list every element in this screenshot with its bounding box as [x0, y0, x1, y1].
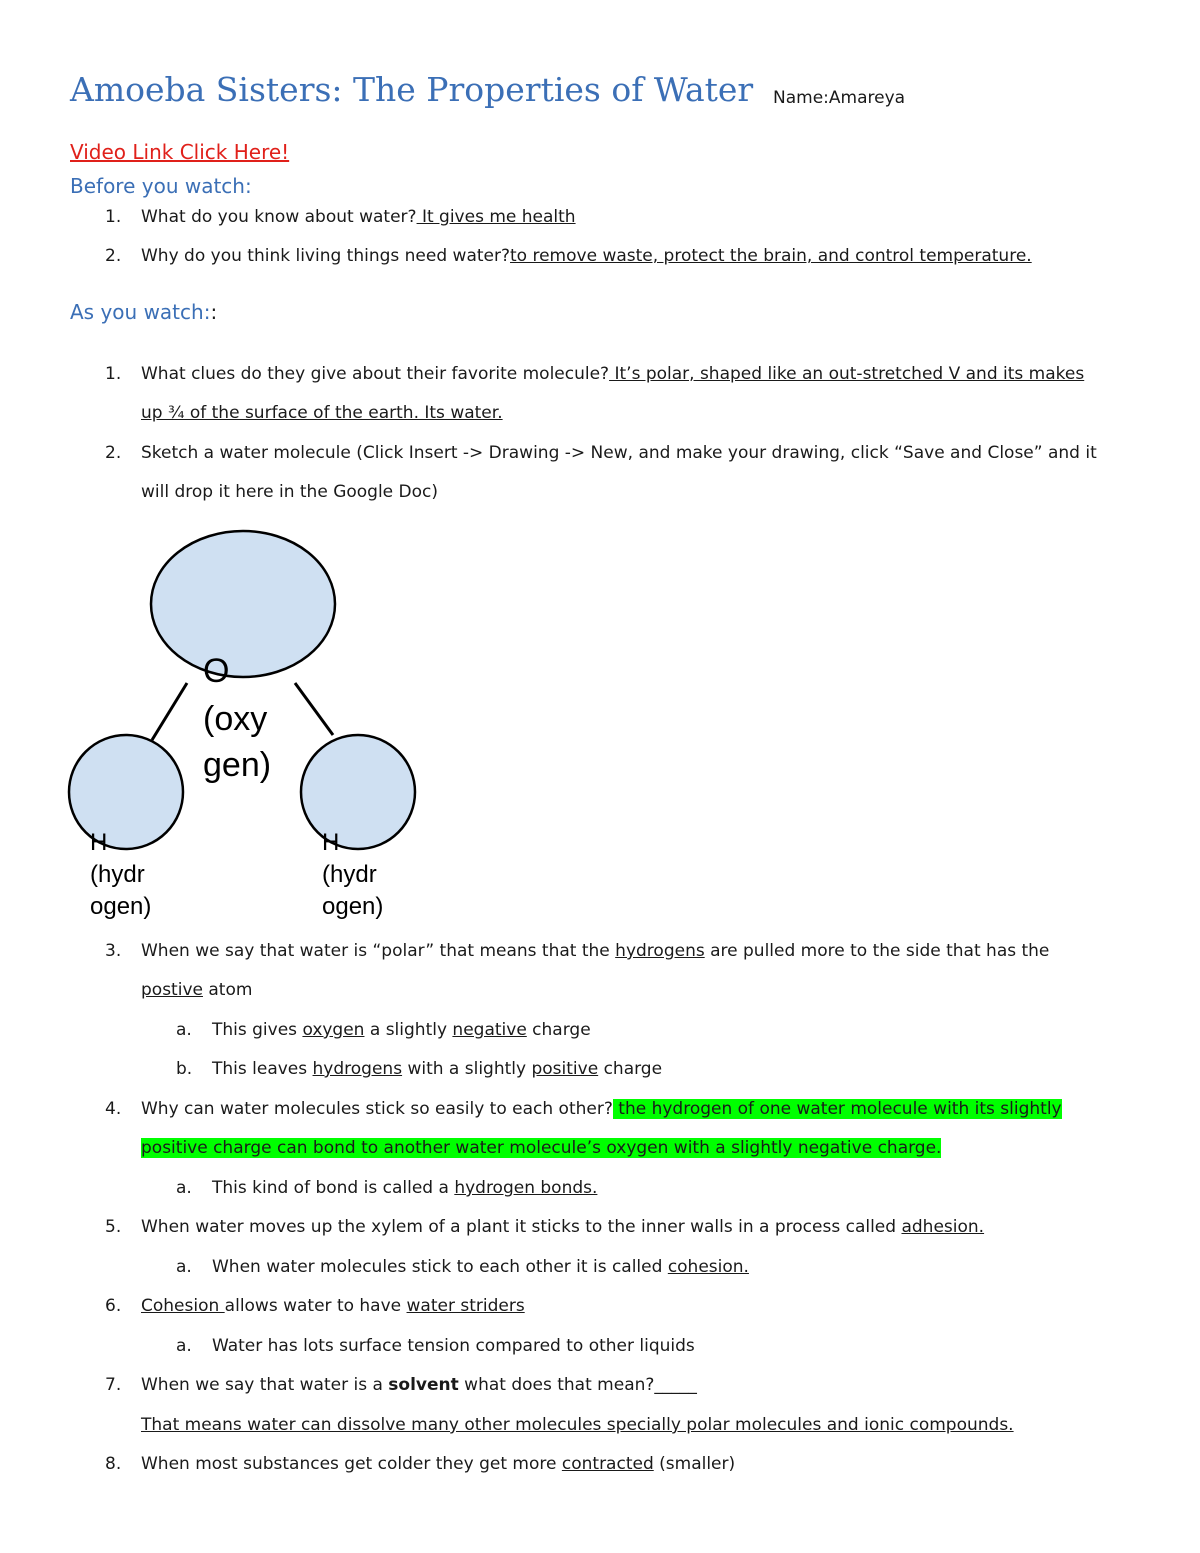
question-8 — [141, 1453, 735, 1475]
question-2-line-1: Sketch a water molecule (Click Insert -> Drawing -> New, and make your drawing, click “Save and Close” and it — [141, 443, 1097, 463]
list-number: 6. — [105, 1296, 122, 1316]
answer-text: hydrogen bonds. — [454, 1178, 598, 1198]
answer-text: negative — [452, 1020, 527, 1040]
question-text: atom — [202, 980, 253, 1000]
question-text: This leaves — [212, 1059, 313, 1079]
sub-letter: a. — [176, 1257, 192, 1277]
list-number: 8. — [105, 1454, 122, 1474]
list-number: 7. — [105, 1375, 122, 1395]
question-text: with a slightly — [402, 1059, 532, 1079]
list-number: 2. — [105, 246, 122, 266]
hydrogen-label-right-1: (hydr — [322, 861, 377, 888]
hydrogen-atom-right — [301, 735, 415, 849]
question-text: When we say that water is a — [141, 1375, 389, 1395]
question-text: allows water to have — [224, 1296, 407, 1316]
question-text: What do you know about water? — [141, 207, 417, 227]
heading-colon: : — [210, 300, 218, 324]
answer-text: That means water can dissolve many other molecules specially polar molecules and ionic compounds. — [141, 1415, 1014, 1435]
question-6 — [141, 1295, 525, 1317]
answer-text-continued: up ¾ of the surface of the earth. Its water. — [141, 403, 503, 423]
hydrogen-atom-left — [69, 735, 183, 849]
answer-text: water striders — [406, 1296, 525, 1316]
answer-text: hydrogens — [312, 1059, 403, 1079]
question-4 — [141, 1098, 1062, 1120]
oxygen-symbol: O — [203, 652, 230, 690]
question-3 — [141, 940, 1049, 962]
oxygen-label-2: gen) — [203, 746, 272, 784]
question-text: When most substances get colder they get more — [141, 1454, 562, 1474]
question-text: When water moves up the xylem of a plant it sticks to the inner walls in a process called — [141, 1217, 902, 1237]
question-text: When water molecules stick to each other it is called — [212, 1257, 668, 1277]
answer-text: postive — [141, 980, 203, 1000]
list-number: 1. — [105, 364, 122, 384]
question-text: (smaller) — [653, 1454, 736, 1474]
bond-left — [152, 683, 187, 740]
question-text: are pulled more to the side that has the — [704, 941, 1050, 961]
sub-letter: a. — [176, 1336, 192, 1356]
oxygen-atom — [151, 531, 335, 677]
list-number: 2. — [105, 443, 122, 463]
sub-letter: a. — [176, 1178, 192, 1198]
question-text: Why can water molecules stick so easily to each other? — [141, 1099, 613, 1119]
before-heading: Before you watch: — [70, 174, 252, 198]
highlighted-answer: the hydrogen of one water molecule with its slightly — [612, 1099, 1062, 1119]
question-text: what does that mean? — [458, 1375, 655, 1395]
answer-text: positive — [531, 1059, 599, 1079]
question-text: charge — [598, 1059, 663, 1079]
answer-text: adhesion. — [901, 1217, 985, 1237]
page-title: Amoeba Sisters: The Properties of Water — [70, 70, 754, 109]
question-3-continued — [141, 979, 252, 1001]
hydrogen-label-right-2: ogen) — [322, 893, 384, 920]
question-2-line-2: will drop it here in the Google Doc) — [141, 482, 439, 502]
hydrogen-label-left-2: ogen) — [90, 893, 152, 920]
water-molecule-drawing[interactable] — [55, 520, 435, 930]
answer-text: It gives me health — [416, 207, 576, 227]
question-text: When we say that water is “polar” that means that the — [141, 941, 616, 961]
question-text: a slightly — [364, 1020, 453, 1040]
answer-text: Cohesion — [141, 1296, 225, 1316]
hydrogen-symbol-right: H — [322, 829, 340, 856]
student-name: Name:Amareya — [773, 88, 906, 108]
question-5 — [141, 1216, 984, 1238]
as-you-watch-heading — [70, 300, 217, 324]
oxygen-label-1: (oxy — [203, 700, 268, 738]
sub-letter: a. — [176, 1020, 192, 1040]
answer-text: contracted — [561, 1454, 654, 1474]
question-text: What clues do they give about their favorite molecule? — [141, 364, 610, 384]
question-5a — [212, 1256, 749, 1278]
question-text: This kind of bond is called a — [212, 1178, 455, 1198]
question-text: Why do you think living things need water? — [141, 246, 511, 266]
answer-text: hydrogens — [615, 941, 705, 961]
question-before-1 — [141, 206, 576, 228]
answer-text: to remove waste, protect the brain, and control temperature. — [510, 246, 1032, 266]
list-number: 5. — [105, 1217, 122, 1237]
hydrogen-label-left-1: (hydr — [90, 861, 145, 888]
bold-term: solvent — [388, 1375, 459, 1395]
question-before-2 — [141, 245, 1032, 267]
heading-text: As you watch: — [70, 300, 211, 324]
answer-text: oxygen — [302, 1020, 365, 1040]
question-text: charge — [526, 1020, 591, 1040]
question-1 — [141, 363, 1084, 385]
question-3a — [212, 1019, 591, 1041]
bond-right — [295, 683, 333, 735]
list-number: 1. — [105, 207, 122, 227]
video-link[interactable]: Video Link Click Here! — [70, 140, 290, 164]
list-number: 4. — [105, 1099, 122, 1119]
highlighted-answer: positive charge can bond to another water molecule’s oxygen with a slightly negative charge. — [141, 1138, 942, 1158]
hydrogen-symbol-left: H — [90, 829, 108, 856]
question-4a — [212, 1177, 597, 1199]
question-6a: Water has lots surface tension compared to other liquids — [212, 1336, 695, 1356]
question-3b — [212, 1058, 662, 1080]
answer-text: It’s polar, shaped like an out-stretched V and its makes — [609, 364, 1085, 384]
answer-blank: _____ — [654, 1375, 697, 1395]
question-4-continued — [141, 1137, 941, 1159]
question-7 — [141, 1374, 697, 1396]
question-text: This gives — [212, 1020, 303, 1040]
sub-letter: b. — [176, 1059, 193, 1079]
answer-text: cohesion. — [667, 1257, 749, 1277]
list-number: 3. — [105, 941, 122, 961]
